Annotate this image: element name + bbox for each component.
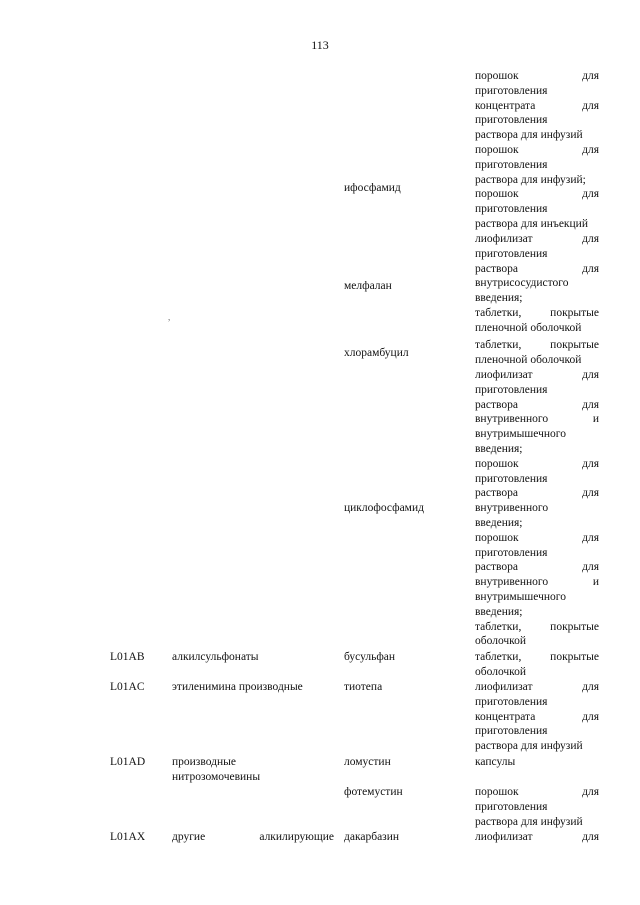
- drug-name: бусульфан: [344, 651, 396, 663]
- drug-name: циклофосфамид: [344, 502, 424, 514]
- dosage-form-line: приготовления: [475, 472, 548, 485]
- atc-code: L01AB: [110, 651, 145, 663]
- dosage-form-line: приготовления: [475, 114, 548, 127]
- dosage-form-line: лиофилизат для: [475, 369, 599, 381]
- dosage-form-line: приготовления: [475, 800, 548, 813]
- dosage-form-line: оболочкой: [475, 665, 527, 678]
- atc-code: L01AD: [110, 756, 146, 768]
- dosage-form-line: таблетки, покрытые: [475, 306, 599, 319]
- dosage-form-line: таблетки, покрытые: [475, 339, 599, 351]
- dosage-form-line: приготовления: [475, 725, 548, 738]
- dosage-form-line: раствора для инфузий: [475, 740, 583, 753]
- dosage-forms: [475, 69, 599, 232]
- dosage-form-line: лиофилизат для: [475, 831, 599, 843]
- dosage-form-line: лиофилизат для: [475, 681, 599, 693]
- drug-name: тиотепа: [344, 681, 383, 693]
- dosage-form-line: приготовления: [475, 203, 548, 216]
- dosage-forms: [475, 680, 599, 754]
- dosage-form-line: оболочкой: [475, 635, 527, 648]
- dosage-form-line: порошок для: [475, 531, 599, 544]
- dosage-form-line: приготовления: [475, 158, 548, 171]
- dosage-form-line: раствора для: [475, 262, 599, 275]
- dosage-form-line: раствора для инфузий: [475, 815, 583, 828]
- stray-mark: ,: [168, 312, 171, 322]
- dosage-form-line: внутривенного и: [475, 413, 599, 426]
- dosage-form-line: лиофилизат для: [475, 233, 599, 245]
- dosage-form-line: внутримышечного: [475, 590, 566, 603]
- dosage-form-line: внутривенного и: [475, 576, 599, 589]
- atc-group-name: [172, 650, 334, 665]
- dosage-form-line: приготовления: [475, 383, 548, 396]
- atc-group-name: [172, 755, 334, 785]
- drug-name: фотемустин: [344, 786, 403, 798]
- atc-group-line: алкилсульфонаты: [172, 651, 259, 663]
- atc-group-line: другие алкилирующие: [172, 831, 334, 843]
- dosage-forms: [475, 830, 599, 845]
- dosage-form-line: внутрисосудистого: [475, 277, 569, 290]
- drug-name: мелфалан: [344, 280, 392, 292]
- dosage-form-line: раствора для: [475, 487, 599, 500]
- dosage-form-line: внутривенного: [475, 502, 549, 515]
- atc-group-line: нитрозомочевины: [172, 770, 261, 783]
- drug-name: ломустин: [344, 756, 391, 768]
- dosage-form-line: капсулы: [475, 756, 516, 768]
- dosage-form-line: приготовления: [475, 546, 548, 559]
- dosage-form-line: порошок для: [475, 70, 599, 82]
- dosage-form-line: раствора для инфузий: [475, 129, 583, 142]
- atc-group-line: производные: [172, 756, 236, 768]
- atc-code: L01AC: [110, 681, 145, 693]
- dosage-forms: [475, 650, 599, 680]
- dosage-form-line: раствора для: [475, 398, 599, 411]
- dosage-form-line: раствора для инфузий;: [475, 173, 586, 186]
- dosage-forms: [475, 338, 599, 368]
- drug-name: ифосфамид: [344, 182, 401, 194]
- drug-name: дакарбазин: [344, 831, 400, 843]
- dosage-form-line: концентрата для: [475, 99, 599, 112]
- dosage-forms: [475, 755, 599, 770]
- dosage-form-line: приготовления: [475, 695, 548, 708]
- dosage-form-line: введения;: [475, 292, 523, 305]
- dosage-form-line: порошок для: [475, 143, 599, 156]
- dosage-form-line: таблетки, покрытые: [475, 651, 599, 663]
- dosage-form-line: введения;: [475, 605, 523, 618]
- dosage-form-line: концентрата для: [475, 710, 599, 723]
- dosage-form-line: таблетки, покрытые: [475, 620, 599, 633]
- atc-group-name: [172, 830, 334, 845]
- dosage-form-line: внутримышечного: [475, 428, 566, 441]
- atc-group-name: [172, 680, 334, 695]
- dosage-form-line: пленочной оболочкой: [475, 353, 582, 366]
- dosage-forms: [475, 232, 599, 336]
- dosage-form-line: раствора для: [475, 561, 599, 574]
- atc-code: L01AX: [110, 831, 146, 843]
- dosage-form-line: порошок для: [475, 786, 599, 798]
- drug-name: хлорамбуцил: [344, 347, 409, 359]
- dosage-forms: [475, 785, 599, 829]
- dosage-form-line: приготовления: [475, 247, 548, 260]
- dosage-form-line: введения;: [475, 442, 523, 455]
- atc-group-line: этиленимина производные: [172, 681, 303, 693]
- dosage-form-line: приготовления: [475, 84, 548, 97]
- dosage-form-line: введения;: [475, 516, 523, 529]
- dosage-forms: [475, 368, 599, 649]
- page-number: 113: [311, 38, 329, 52]
- dosage-form-line: порошок для: [475, 457, 599, 470]
- dosage-form-line: порошок для: [475, 188, 599, 201]
- dosage-form-line: раствора для инъекций: [475, 217, 588, 230]
- dosage-form-line: пленочной оболочкой: [475, 321, 582, 334]
